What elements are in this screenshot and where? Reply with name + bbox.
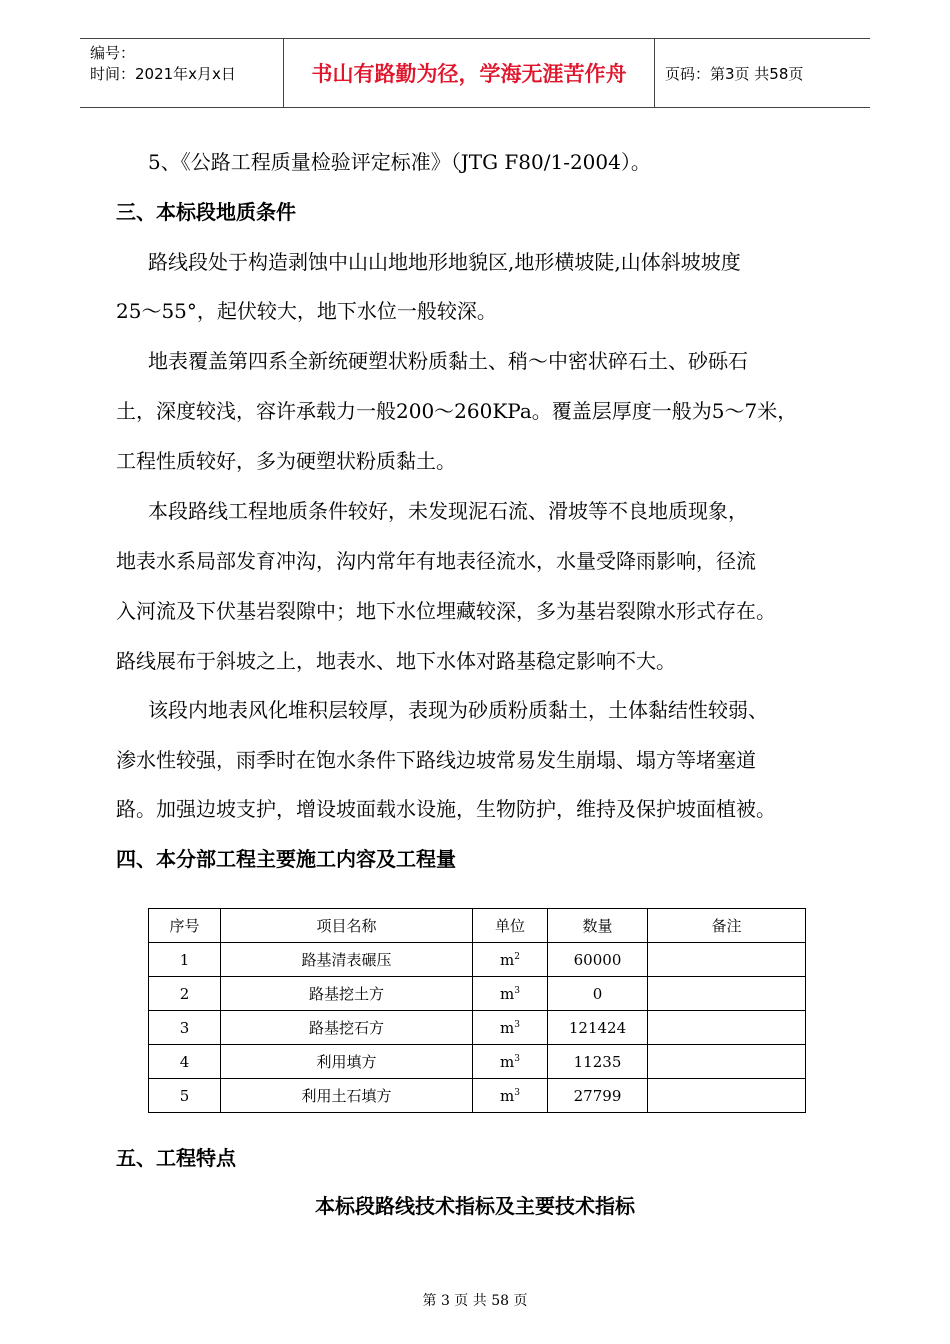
header-page-number: 页码：第3页 共58页 [665,64,804,83]
paragraph-3-line-4: 路线展布于斜坡之上，地表水、地下水体对路基稳定影响不大。 [116,649,676,673]
page-footer: 第 3 页 共 58 页 [422,1293,528,1309]
cell-no: 1 [149,943,221,977]
doc-number: 编号： [90,44,136,62]
cell-note [648,1045,806,1079]
paragraph-1-line-1: 路线段处于构造剥蚀中山山地地形地貌区,地形横坡陡,山体斜坡坡度 [148,250,741,274]
section-heading-4: 四、本分部工程主要施工内容及工程量 [116,847,456,871]
cell-qty: 0 [548,977,648,1011]
cell-unit: $m^3$ [473,1079,548,1113]
page-header [80,38,870,108]
header-name: 项目名称 [221,909,473,943]
cell-unit: $m^3$ [473,1045,548,1079]
cell-note [648,1011,806,1045]
header-note: 备注 [648,909,806,943]
cell-note [648,977,806,1011]
cell-name: 利用土石填方 [221,1079,473,1113]
cell-unit: $m^3$ [473,977,548,1011]
cell-qty: 27799 [548,1079,648,1113]
table-row [149,943,806,977]
cell-note [648,943,806,977]
table-row [149,1045,806,1079]
paragraph-2-line-1: 地表覆盖第四系全新统硬塑状粉质黏土、稍～中密状碎石土、砂砾石 [148,349,748,373]
section-heading-5: 五、工程特点 [116,1146,236,1170]
header-unit: 单位 [473,909,548,943]
header-qty: 数量 [548,909,648,943]
paragraph-1-line-2: 25～55°，起伏较大，地下水位一般较深。 [116,299,497,323]
table-row [149,1079,806,1113]
cell-name: 路基挖石方 [221,1011,473,1045]
paragraph-4-line-3: 路。加强边坡支护，增设坡面载水设施，生物防护，维持及保护坡面植被。 [116,797,776,821]
paragraph-4-line-1: 该段内地表风化堆积层较厚，表现为砂质粉质黏土，土体黏结性较弱、 [148,698,768,722]
reference-item-5: 5、《公路工程质量检验评定标准》（JTG F80/1-2004）。 [148,150,651,174]
cell-no: 3 [149,1011,221,1045]
cell-no: 2 [149,977,221,1011]
doc-time: 时间：2021年x月x日 [90,65,236,83]
paragraph-3-line-3: 入河流及下伏基岩裂隙中；地下水位埋藏较深，多为基岩裂隙水形式存在。 [116,599,776,623]
header-no: 序号 [149,909,221,943]
cell-qty: 121424 [548,1011,648,1045]
paragraph-3-line-2: 地表水系局部发育冲沟，沟内常年有地表径流水，水量受降雨影响，径流 [116,549,756,573]
table-row [149,1011,806,1045]
cell-no: 5 [149,1079,221,1113]
paragraph-2-line-2: 土，深度较浅，容许承载力一般200～260KPa。覆盖层厚度一般为5～7米， [116,399,798,423]
cell-name: 路基挖土方 [221,977,473,1011]
table-header-row [149,909,806,943]
paragraph-2-line-3: 工程性质较好，多为硬塑状粉质黏土。 [116,449,456,473]
cell-unit: $m^3$ [473,1011,548,1045]
cell-unit: $m^2$ [473,943,548,977]
cell-note [648,1079,806,1113]
cell-no: 4 [149,1045,221,1079]
cell-qty: 60000 [548,943,648,977]
table-title: 本标段路线技术指标及主要技术指标 [315,1194,635,1218]
quantity-table [148,908,806,1113]
cell-qty: 11235 [548,1045,648,1079]
paragraph-3-line-1: 本段路线工程地质条件较好，未发现泥石流、滑坡等不良地质现象， [148,499,748,523]
header-meta [80,39,283,107]
paragraph-4-line-2: 渗水性较强，雨季时在饱水条件下路线边坡常易发生崩塌、塌方等堵塞道 [116,748,756,772]
cell-name: 路基清表碾压 [221,943,473,977]
section-heading-3: 三、本标段地质条件 [116,200,296,224]
cell-name: 利用填方 [221,1045,473,1079]
table-row [149,977,806,1011]
header-motto: 书山有路勤为径，学海无涯苦作舟 [283,39,655,107]
